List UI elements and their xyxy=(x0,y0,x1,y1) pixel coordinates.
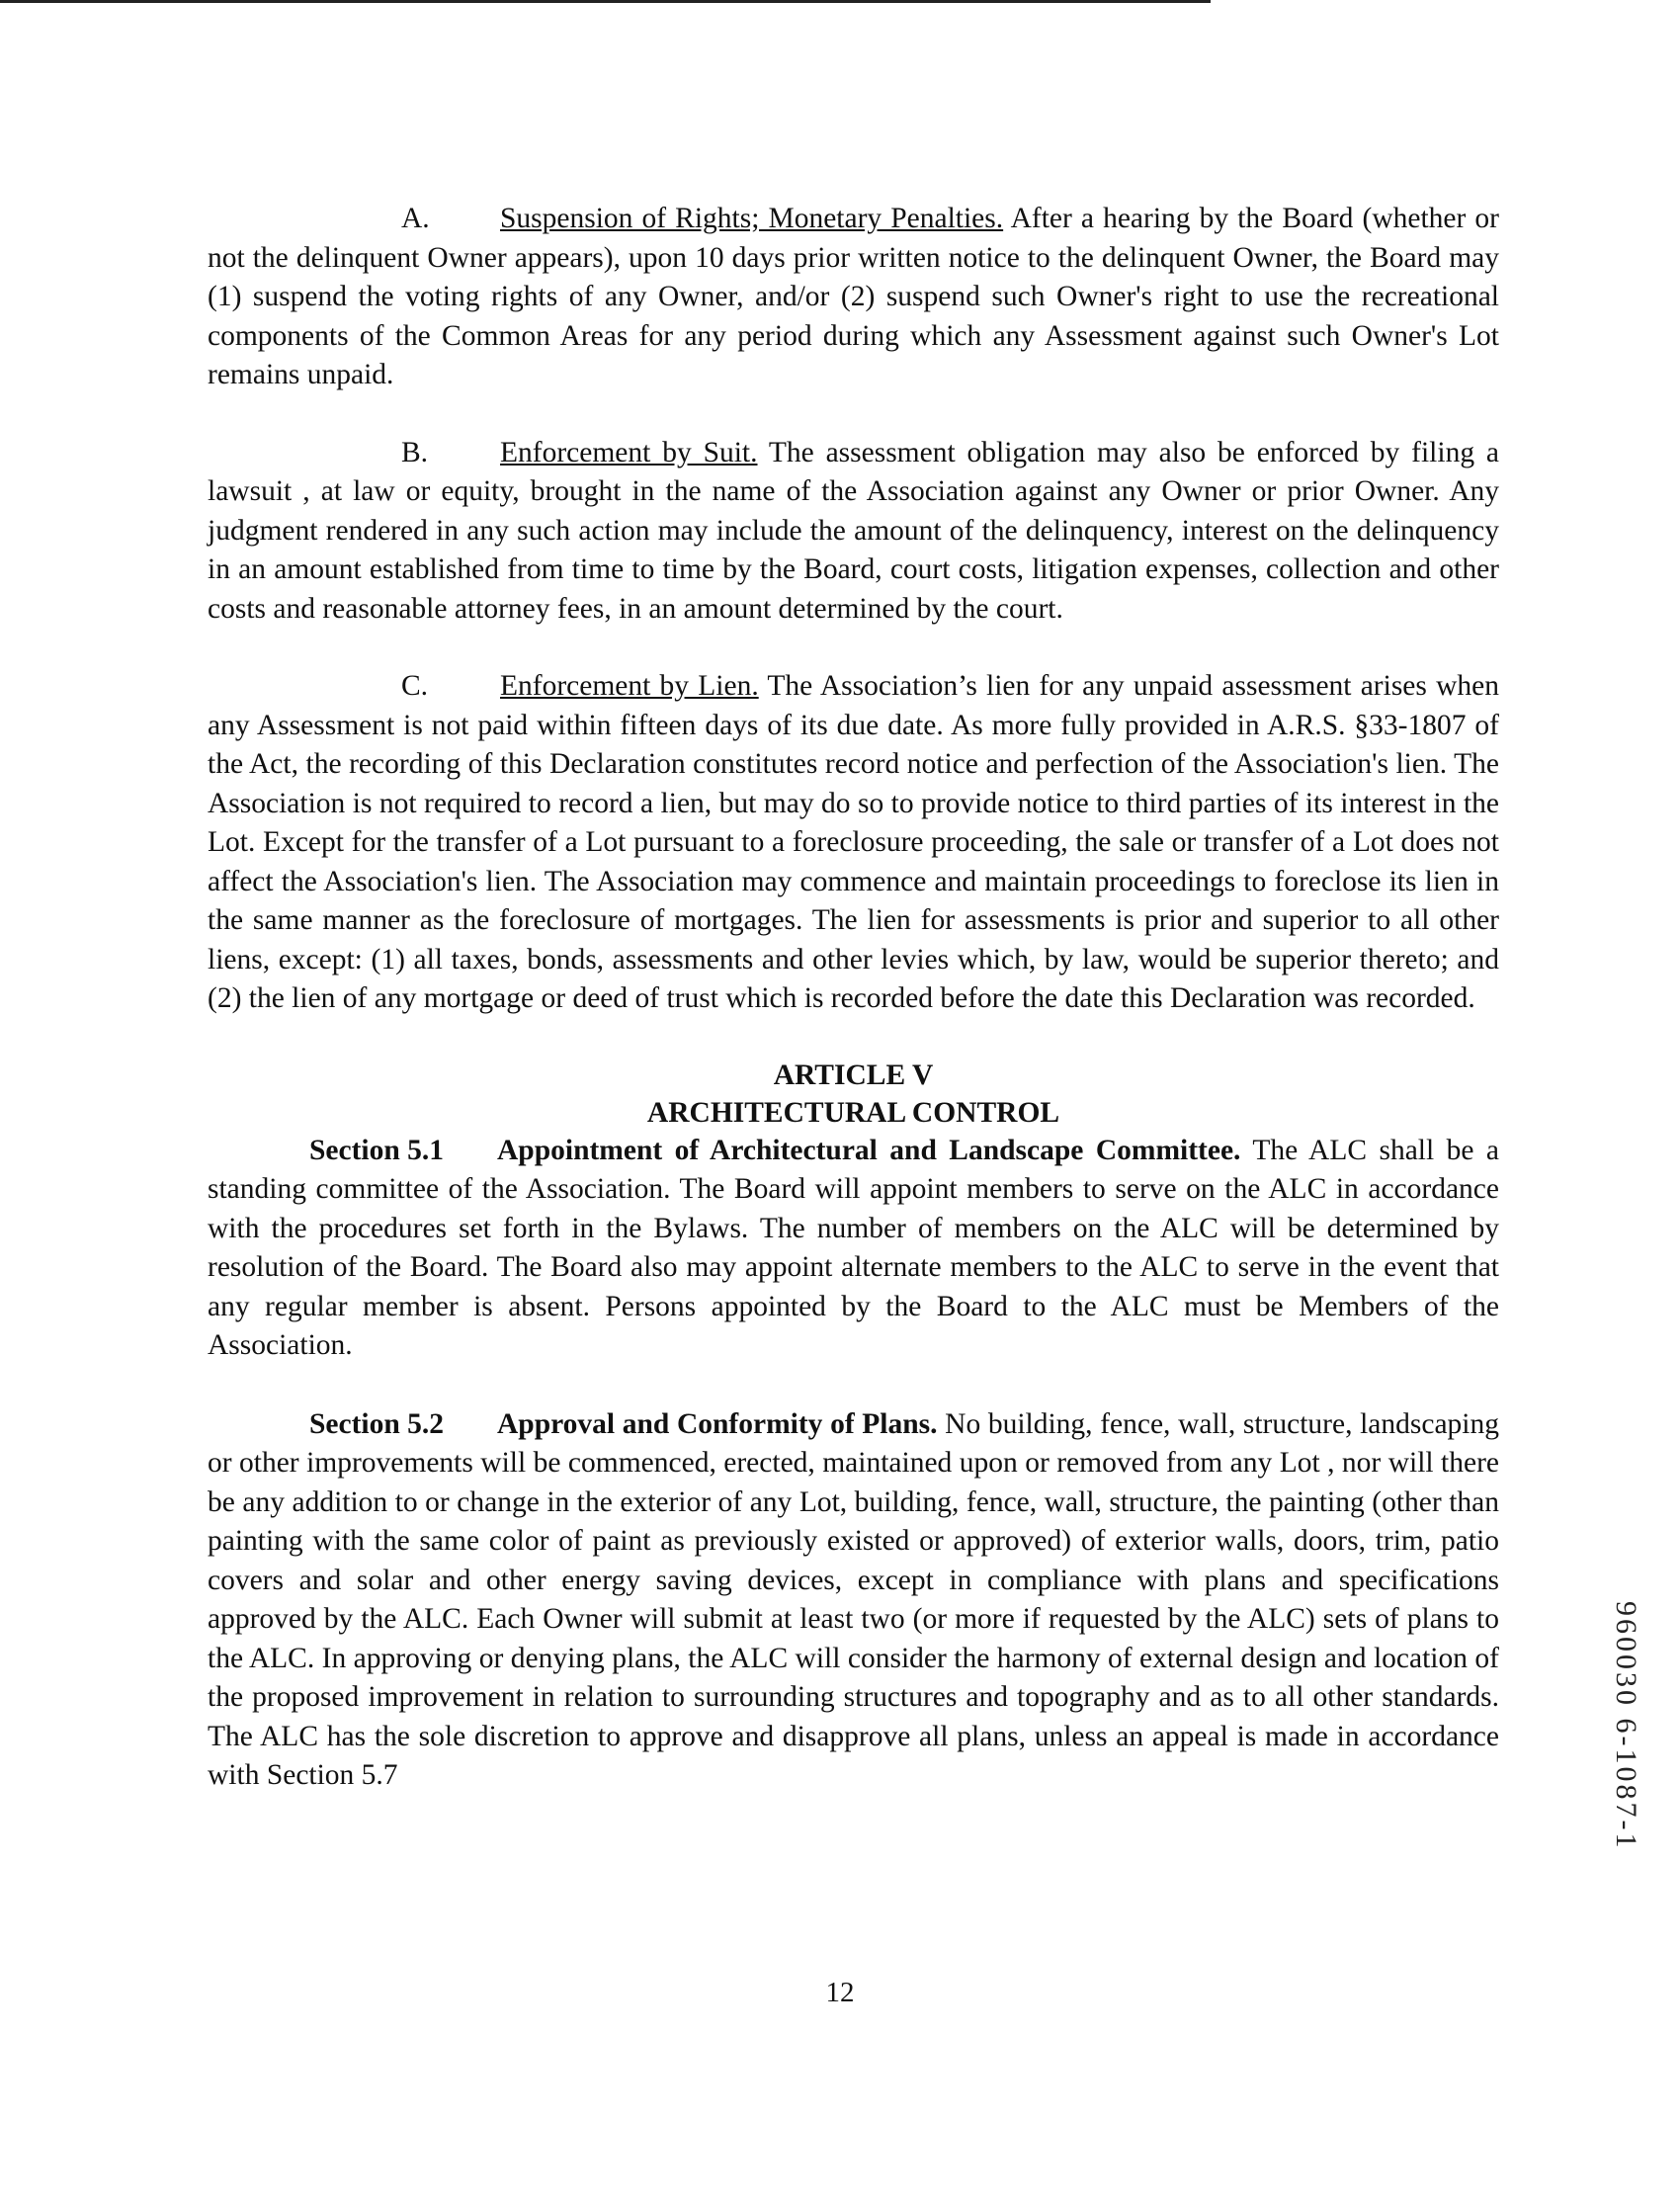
page-number: 12 xyxy=(825,1977,855,2008)
paragraph-a xyxy=(208,200,1499,395)
section-5-2-number: Section 5.2 xyxy=(309,1407,445,1440)
paragraph-a-heading: Suspension of Rights; Monetary Penalties. xyxy=(500,203,1004,234)
paragraph-b-letter: B. xyxy=(401,436,429,468)
section-5-1-number: Section 5.1 xyxy=(309,1134,445,1166)
section-5-1 xyxy=(208,1132,1499,1366)
paragraph-c-letter: C. xyxy=(401,670,429,702)
section-5-1-body: The ALC shall be a standing committee of the Association. The Board will appoint members to serve on the ALC in accordance with the procedures set forth in the Bylaws. The number of members on the ALC will be determined by resolution of the Board. The Board also may appoint alternate members to the ALC to serve in the event that any regular member is absent. Persons appointed by the Board to the ALC must be Members of the Association. xyxy=(208,1134,1500,1361)
paragraph-b xyxy=(208,434,1499,630)
recording-stamp-text: 960030 6-1087-1 xyxy=(1610,1601,1642,1851)
paragraph-c-body: The Association’s lien for any unpaid assessment arises when any Assessment is not paid within fifteen days of its due date. As more fully provided in A.R.S. §33-1807 of the Act, the recording of this Declaration constitutes record notice and perfection of the Association's lien. The Association is not required to record a lien, but may do so to provide notice to third parties of its interest in the Lot. Except for the transfer of a Lot pursuant to a foreclosure proceeding, the sale or transfer of a Lot does not affect the Association's lien. The Association may commence and maintain proceedings to foreclose its lien in the same manner as the foreclosure of mortgages. The lien for assessments is prior and superior to all other liens, except: (1) all taxes, bonds, assessments and other levies which, by law, would be superior thereto; and (2) the lien of any mortgage or deed of trust which is recorded before the date this Declaration was recorded. xyxy=(208,670,1499,1014)
section-5-2 xyxy=(208,1405,1499,1796)
paragraph-c-heading: Enforcement by Lien. xyxy=(500,670,759,702)
recording-stamp xyxy=(1610,1601,1672,1858)
paragraph-a-letter: A. xyxy=(401,203,430,234)
article-number: ARTICLE V xyxy=(773,1059,934,1091)
paragraph-c xyxy=(208,667,1499,1019)
paragraph-a-body: After a hearing by the Board (whether or not the delinquent Owner appears), upon 10 days prior written notice to the delinquent Owner, the Board may (1) suspend the voting rights of any Owner, and/or (2) suspend such Owner's right to use the recreational components of the Common Areas for any period during which any Assessment against such Owner's Lot remains unpaid. xyxy=(208,203,1500,390)
top-border-line xyxy=(0,0,1211,3)
paragraph-b-heading: Enforcement by Suit. xyxy=(500,436,758,468)
document-body xyxy=(208,200,1499,1796)
section-5-2-body: No building, fence, wall, structure, landscaping or other improvements will be commenced, erected, maintained upon or removed from any Lot , nor will there be any addition to or change in the exterior of any Lot, building, fence, wall, structure, the painting (other than painting with the same color of paint as previously existed or approved) of exterior walls, doors, trim, patio covers and solar and other energy saving devices, except in compliance with plans and specifications approved by the ALC. Each Owner will submit at least two (or more if requested by the ALC) sets of plans to the ALC. In approving or denying plans, the ALC will consider the harmony of external design and location of the proposed improvement in relation to surrounding structures and topography and as to all other standards. The ALC has the sole discretion to approve and disapprove all plans, unless an appeal is made in accordance with Section 5.7 xyxy=(208,1407,1499,1791)
section-5-2-heading: Approval and Conformity of Plans. xyxy=(497,1407,938,1440)
paragraph-b-body: The assessment obligation may also be enforced by filing a lawsuit , at law or equity, brought in the name of the Association against any Owner or prior Owner. Any judgment rendered in any such action may include the amount of the delinquency, interest on the delinquency in an amount established from time to time by the Board, court costs, litigation expenses, collection and other costs and reasonable attorney fees, in an amount determined by the court. xyxy=(208,436,1500,625)
article-title: ARCHITECTURAL CONTROL xyxy=(646,1096,1060,1129)
section-5-1-heading: Appointment of Architectural and Landscape Committee. xyxy=(497,1134,1241,1166)
